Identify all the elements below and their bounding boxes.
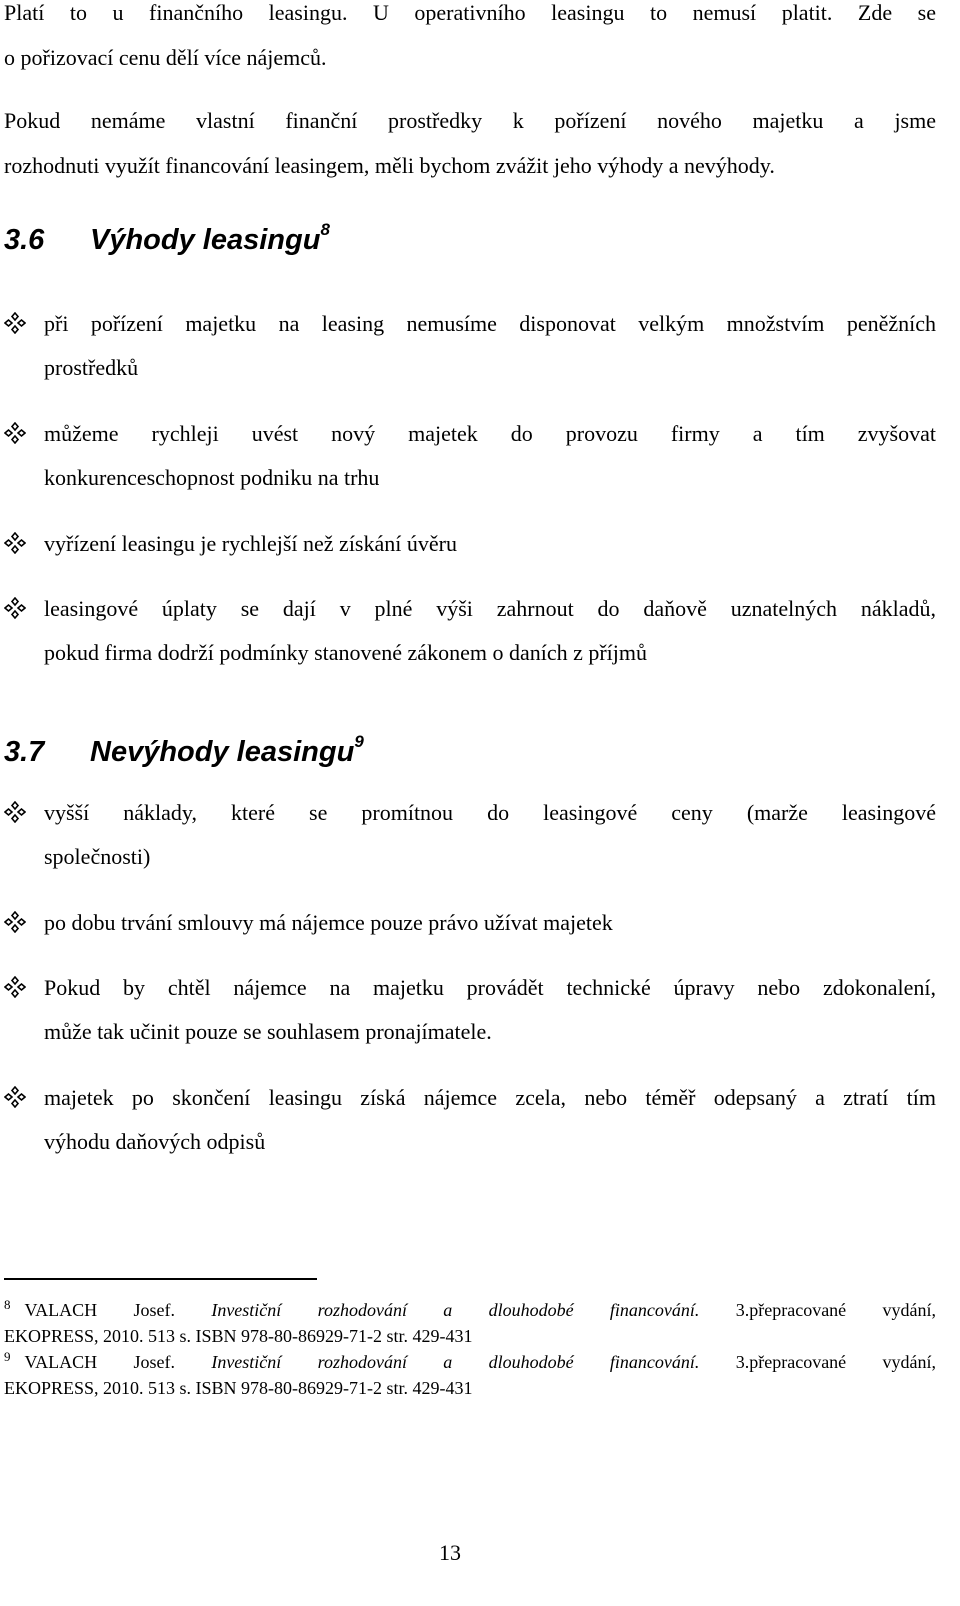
section-heading-advantages: [4, 220, 330, 257]
list-item-text: vyšší náklady, které se promítnou do leasingové ceny (marže leasingové: [44, 800, 936, 825]
section-heading-disadvantages: [4, 732, 364, 769]
list-item-text: můžeme rychleji uvést nový majetek do provozu firmy a tím zvyšovat: [44, 421, 936, 446]
footnote-author: VALACH Josef.: [24, 1352, 175, 1372]
list-item-text: konkurenceschopnost podniku na trhu: [44, 465, 380, 490]
list-item-text: vyřízení leasingu je rychlejší než získání úvěru: [44, 531, 457, 556]
footnote-publisher: EKOPRESS, 2010. 513 s. ISBN 978-80-86929-71-2 str. 429-431: [4, 1326, 473, 1346]
list-item-text: výhodu daňových odpisů: [44, 1129, 266, 1154]
four-diamond-bullet-icon: [4, 976, 26, 998]
four-diamond-bullet-icon: [4, 911, 26, 933]
footnote-edition: 3.přepracované vydání,: [735, 1352, 936, 1372]
four-diamond-bullet-icon: [4, 597, 26, 619]
list-item-text: leasingové úplaty se dají v plné výši zahrnout do daňově uznatelných nákladů,: [44, 596, 936, 621]
four-diamond-bullet-icon: [4, 532, 26, 554]
section-title: Výhody leasingu: [90, 224, 321, 256]
footnote-title: Investiční rozhodování a dlouhodobé financování.: [211, 1352, 700, 1372]
section-number: 3.6: [4, 224, 45, 256]
footnote-title: Investiční rozhodování a dlouhodobé financování.: [211, 1300, 700, 1320]
paragraph-line: Pokud nemáme vlastní finanční prostředky k pořízení nového majetku a jsme: [4, 108, 936, 133]
paragraph-line: o pořizovací cenu dělí více nájemců.: [4, 45, 327, 70]
list-item-text: prostředků: [44, 355, 139, 380]
list-item-text: majetek po skončení leasingu získá nájemce zcela, nebo téměř odepsaný a ztratí tím: [44, 1085, 936, 1110]
list-item-text: Pokud by chtěl nájemce na majetku provádět technické úpravy nebo zdokonalení,: [44, 975, 936, 1000]
four-diamond-bullet-icon: [4, 801, 26, 823]
footnote-edition: 3.přepracované vydání,: [735, 1300, 936, 1320]
list-item-text: společnosti): [44, 844, 151, 869]
list-item-text: může tak učinit pouze se souhlasem pronajímatele.: [44, 1019, 492, 1044]
list-item-text: pokud firma dodrží podmínky stanovené zákonem o daních z příjmů: [44, 640, 648, 665]
footnote-separator: [4, 1278, 317, 1280]
page-number: 13: [439, 1540, 461, 1565]
section-title: Nevýhody leasingu: [90, 736, 355, 768]
list-item-text: po dobu trvání smlouvy má nájemce pouze právo užívat majetek: [44, 910, 613, 935]
footnote-author: VALACH Josef.: [24, 1300, 175, 1320]
intro-paragraph-2: [4, 98, 936, 188]
paragraph-line: Platí to u finančního leasingu. U operativního leasingu to nemusí platit. Zde se: [4, 0, 936, 25]
footnote-9: [4, 1344, 936, 1401]
footnote-reference: 9: [354, 732, 364, 751]
paragraph-line: rozhodnuti využít financování leasingem, měli bychom zvážit jeho výhody a nevýhody.: [4, 153, 775, 178]
section-number: 3.7: [4, 736, 45, 768]
four-diamond-bullet-icon: [4, 1086, 26, 1108]
four-diamond-bullet-icon: [4, 312, 26, 334]
list-item-text: při pořízení majetku na leasing nemusíme disponovat velkým množstvím peněžních: [44, 311, 936, 336]
four-diamond-bullet-icon: [4, 422, 26, 444]
footnote-number: 8: [4, 1297, 11, 1312]
footnote-number: 9: [4, 1349, 11, 1364]
intro-paragraph-1: [4, 0, 936, 80]
footnote-reference: 8: [320, 220, 330, 239]
footnote-8: [4, 1292, 936, 1349]
footnote-publisher: EKOPRESS, 2010. 513 s. ISBN 978-80-86929-71-2 str. 429-431: [4, 1378, 473, 1398]
